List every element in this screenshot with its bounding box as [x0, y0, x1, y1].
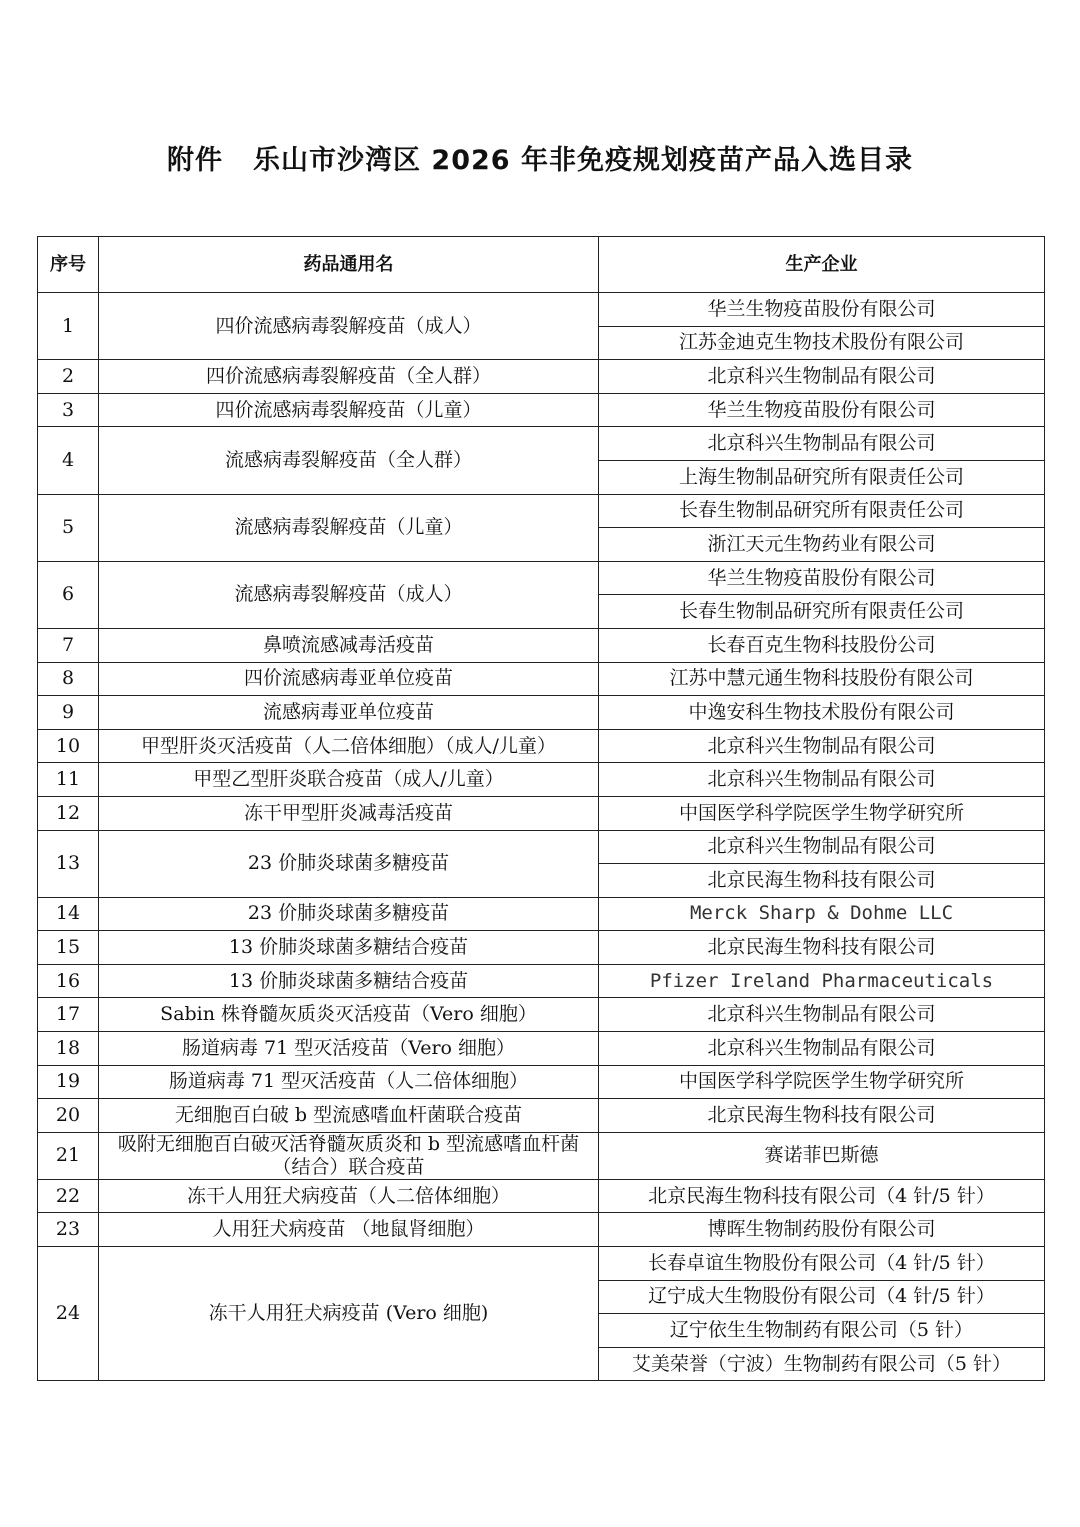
drug-name-cell: 吸附无细胞百白破灭活脊髓灰质炎和 b 型流感嗜血杆菌（结合）联合疫苗 [99, 1132, 599, 1179]
drug-name-cell: 甲型乙型肝炎联合疫苗（成人/儿童） [99, 763, 599, 797]
table-row [38, 1099, 1045, 1133]
table-row [38, 1179, 1045, 1213]
drug-name-cell: 四价流感病毒亚单位疫苗 [99, 662, 599, 696]
manufacturer-cell: 北京科兴生物制品有限公司 [599, 360, 1045, 394]
table-row [38, 729, 1045, 763]
table-row [38, 964, 1045, 998]
table-row [38, 293, 1045, 327]
manufacturer-cell: 艾美荣誉（宁波）生物制药有限公司（5 针） [599, 1347, 1045, 1381]
header-serial-number: 序号 [38, 237, 99, 293]
manufacturer-cell: 长春卓谊生物股份有限公司（4 针/5 针） [599, 1247, 1045, 1281]
manufacturer-cell: 辽宁成大生物股份有限公司（4 针/5 针） [599, 1280, 1045, 1314]
manufacturer-cell: 北京民海生物科技有限公司 [599, 864, 1045, 898]
serial-number-cell: 20 [38, 1099, 99, 1133]
manufacturer-cell: 北京科兴生物制品有限公司 [599, 830, 1045, 864]
manufacturer-cell: 赛诺菲巴斯德 [599, 1132, 1045, 1179]
manufacturer-cell: 长春百克生物科技股份公司 [599, 628, 1045, 662]
serial-number-cell: 10 [38, 729, 99, 763]
drug-name-cell: Sabin 株脊髓灰质炎灭活疫苗（Vero 细胞） [99, 998, 599, 1032]
drug-name-cell: 13 价肺炎球菌多糖结合疫苗 [99, 964, 599, 998]
table-row [38, 1213, 1045, 1247]
table-header-row [38, 237, 1045, 293]
manufacturer-cell: 北京科兴生物制品有限公司 [599, 1032, 1045, 1066]
manufacturer-cell: 北京民海生物科技有限公司（4 针/5 针） [599, 1179, 1045, 1213]
serial-number-cell: 16 [38, 964, 99, 998]
drug-name-cell: 23 价肺炎球菌多糖疫苗 [99, 897, 599, 931]
serial-number-cell: 11 [38, 763, 99, 797]
table-row [38, 796, 1045, 830]
drug-name-cell: 13 价肺炎球菌多糖结合疫苗 [99, 931, 599, 965]
serial-number-cell: 9 [38, 696, 99, 730]
table-body [38, 293, 1045, 1381]
serial-number-cell: 3 [38, 393, 99, 427]
table-row [38, 360, 1045, 394]
drug-name-cell: 流感病毒亚单位疫苗 [99, 696, 599, 730]
manufacturer-cell: 中国医学科学院医学生物学研究所 [599, 1065, 1045, 1099]
serial-number-cell: 24 [38, 1247, 99, 1381]
page-title [0, 138, 1080, 177]
manufacturer-cell: 华兰生物疫苗股份有限公司 [599, 293, 1045, 327]
table-row [38, 494, 1045, 528]
serial-number-cell: 18 [38, 1032, 99, 1066]
serial-number-cell: 14 [38, 897, 99, 931]
table-row [38, 1247, 1045, 1281]
serial-number-cell: 13 [38, 830, 99, 897]
manufacturer-cell: 华兰生物疫苗股份有限公司 [599, 393, 1045, 427]
title-prefix: 附件 [167, 145, 224, 176]
manufacturer-cell: 华兰生物疫苗股份有限公司 [599, 561, 1045, 595]
drug-name-cell: 流感病毒裂解疫苗（成人） [99, 561, 599, 628]
table-row [38, 696, 1045, 730]
table-row [38, 763, 1045, 797]
serial-number-cell: 22 [38, 1179, 99, 1213]
serial-number-cell: 4 [38, 427, 99, 494]
manufacturer-cell: 中国医学科学院医学生物学研究所 [599, 796, 1045, 830]
serial-number-cell: 5 [38, 494, 99, 561]
table-row [38, 561, 1045, 595]
manufacturer-cell: 长春生物制品研究所有限责任公司 [599, 494, 1045, 528]
serial-number-cell: 21 [38, 1132, 99, 1179]
drug-name-cell: 人用狂犬病疫苗 （地鼠肾细胞） [99, 1213, 599, 1247]
serial-number-cell: 15 [38, 931, 99, 965]
drug-name-cell: 鼻喷流感减毒活疫苗 [99, 628, 599, 662]
header-manufacturer: 生产企业 [599, 237, 1045, 293]
manufacturer-cell: 江苏中慧元通生物科技股份有限公司 [599, 662, 1045, 696]
table-row [38, 830, 1045, 864]
manufacturer-cell: 中逸安科生物技术股份有限公司 [599, 696, 1045, 730]
serial-number-cell: 2 [38, 360, 99, 394]
drug-name-cell: 肠道病毒 71 型灭活疫苗（Vero 细胞） [99, 1032, 599, 1066]
title-text: 乐山市沙湾区 2026 年非免疫规划疫苗产品入选目录 [253, 145, 913, 176]
table-row [38, 998, 1045, 1032]
drug-name-cell: 23 价肺炎球菌多糖疫苗 [99, 830, 599, 897]
manufacturer-cell: 浙江天元生物药业有限公司 [599, 528, 1045, 562]
drug-name-cell: 冻干人用狂犬病疫苗 (Vero 细胞) [99, 1247, 599, 1381]
drug-name-cell: 四价流感病毒裂解疫苗（成人） [99, 293, 599, 360]
drug-name-cell: 冻干甲型肝炎减毒活疫苗 [99, 796, 599, 830]
drug-name-cell: 四价流感病毒裂解疫苗（儿童） [99, 393, 599, 427]
table-row [38, 427, 1045, 461]
vaccine-catalog-table [37, 236, 1045, 1381]
table-row [38, 1032, 1045, 1066]
drug-name-cell: 流感病毒裂解疫苗（全人群） [99, 427, 599, 494]
serial-number-cell: 8 [38, 662, 99, 696]
drug-name-cell: 流感病毒裂解疫苗（儿童） [99, 494, 599, 561]
serial-number-cell: 23 [38, 1213, 99, 1247]
manufacturer-cell: 辽宁依生生物制药有限公司（5 针） [599, 1314, 1045, 1348]
drug-name-cell: 肠道病毒 71 型灭活疫苗（人二倍体细胞） [99, 1065, 599, 1099]
manufacturer-cell: 博晖生物制药股份有限公司 [599, 1213, 1045, 1247]
manufacturer-cell: Merck Sharp & Dohme LLC [599, 897, 1045, 931]
manufacturer-cell: 上海生物制品研究所有限责任公司 [599, 460, 1045, 494]
manufacturer-cell: 北京科兴生物制品有限公司 [599, 998, 1045, 1032]
manufacturer-cell: 北京科兴生物制品有限公司 [599, 729, 1045, 763]
drug-name-cell: 冻干人用狂犬病疫苗（人二倍体细胞） [99, 1179, 599, 1213]
table-row [38, 1065, 1045, 1099]
manufacturer-cell: 北京科兴生物制品有限公司 [599, 763, 1045, 797]
table-row [38, 393, 1045, 427]
manufacturer-cell: 北京科兴生物制品有限公司 [599, 427, 1045, 461]
manufacturer-cell: 长春生物制品研究所有限责任公司 [599, 595, 1045, 629]
serial-number-cell: 17 [38, 998, 99, 1032]
header-drug-name: 药品通用名 [99, 237, 599, 293]
serial-number-cell: 19 [38, 1065, 99, 1099]
manufacturer-cell: 北京民海生物科技有限公司 [599, 931, 1045, 965]
drug-name-cell: 无细胞百白破 b 型流感嗜血杆菌联合疫苗 [99, 1099, 599, 1133]
serial-number-cell: 7 [38, 628, 99, 662]
manufacturer-cell: Pfizer Ireland Pharmaceuticals [599, 964, 1045, 998]
table-row [38, 1132, 1045, 1179]
table-row [38, 931, 1045, 965]
serial-number-cell: 12 [38, 796, 99, 830]
table-row [38, 628, 1045, 662]
manufacturer-cell: 北京民海生物科技有限公司 [599, 1099, 1045, 1133]
serial-number-cell: 1 [38, 293, 99, 360]
table-row [38, 662, 1045, 696]
drug-name-cell: 甲型肝炎灭活疫苗（人二倍体细胞）（成人/儿童） [99, 729, 599, 763]
serial-number-cell: 6 [38, 561, 99, 628]
drug-name-cell: 四价流感病毒裂解疫苗（全人群） [99, 360, 599, 394]
table-row [38, 897, 1045, 931]
manufacturer-cell: 江苏金迪克生物技术股份有限公司 [599, 326, 1045, 360]
